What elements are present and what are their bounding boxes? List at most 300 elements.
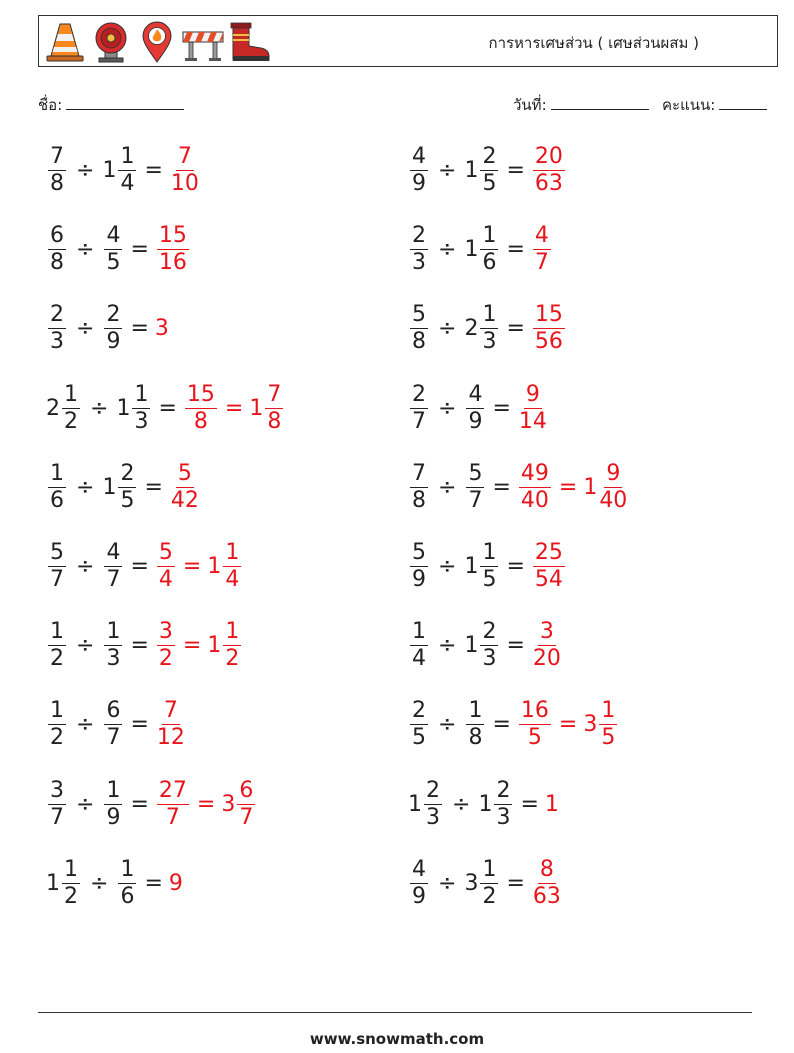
fraction (104, 542, 122, 591)
answer (545, 792, 559, 817)
problem-item (408, 856, 563, 909)
name-label: ชื่อ: (38, 96, 63, 114)
fraction (466, 381, 484, 434)
whole-number: 1 (544, 791, 559, 817)
fraction (480, 542, 498, 591)
fraction (410, 146, 428, 195)
fraction (410, 381, 428, 434)
answer (169, 460, 201, 513)
denominator: 9 (412, 567, 426, 592)
answer (517, 381, 549, 434)
fraction (410, 621, 428, 670)
numerator: 4 (412, 144, 426, 169)
fraction (466, 700, 484, 749)
divide-sign: ÷ (438, 554, 457, 579)
answer (531, 146, 567, 195)
numerator: 2 (482, 144, 497, 169)
score-label: คะแนน: (662, 96, 716, 114)
fraction (157, 542, 175, 591)
divide-sign: ÷ (76, 237, 95, 263)
fraction (104, 777, 122, 830)
answer (531, 621, 563, 670)
whole-number: 2 (46, 395, 60, 421)
answer-mixed-number (583, 460, 629, 513)
answer (531, 225, 553, 274)
denominator: 6 (50, 487, 64, 513)
numerator: 1 (106, 777, 121, 803)
whole-number: 1 (464, 237, 479, 263)
numerator: 8 (539, 856, 554, 882)
equals-sign: = (224, 395, 244, 421)
fraction (118, 856, 136, 909)
numerator: 2 (482, 619, 497, 645)
fraction (519, 460, 551, 513)
fraction (599, 460, 628, 513)
numerator: 2 (120, 460, 135, 486)
whole-number: 2 (464, 316, 479, 342)
problem-item (408, 700, 619, 749)
whole-number: 1 (207, 633, 222, 659)
numerator: 15 (158, 223, 187, 249)
fraction (480, 856, 498, 909)
denominator: 7 (50, 567, 64, 592)
equals-sign: = (492, 474, 511, 500)
divide-sign: ÷ (438, 237, 457, 263)
denominator: 3 (426, 804, 440, 830)
equals-sign: = (130, 712, 149, 738)
fraction (104, 225, 122, 274)
numerator: 6 (239, 777, 254, 803)
denominator: 40 (520, 487, 549, 513)
numerator: 2 (412, 381, 426, 407)
denominator: 8 (193, 408, 208, 434)
fraction (62, 381, 80, 434)
fraction (48, 146, 66, 195)
answer (155, 621, 177, 670)
fraction (533, 304, 565, 353)
equals-sign: = (158, 395, 177, 421)
denominator: 2 (50, 646, 64, 672)
equals-sign: = (506, 633, 525, 659)
denominator: 3 (412, 250, 426, 276)
numerator: 4 (468, 381, 483, 407)
answer (517, 460, 553, 513)
fraction (480, 146, 498, 195)
fraction (533, 621, 561, 670)
answer (517, 700, 553, 749)
divide-sign: ÷ (438, 158, 457, 183)
fraction (410, 542, 428, 591)
fraction (157, 225, 189, 274)
denominator: 8 (50, 250, 64, 276)
answer-mixed-number (221, 777, 257, 830)
fraction (237, 777, 255, 830)
answer-mixed-number (249, 381, 285, 434)
fraction (424, 777, 442, 830)
numerator: 49 (520, 460, 549, 486)
worksheet-header (38, 15, 778, 67)
answer-mixed-number (207, 621, 243, 670)
header-icons (43, 19, 271, 65)
denominator: 9 (412, 883, 426, 909)
divide-sign: ÷ (90, 395, 109, 421)
footer-divider (38, 1012, 752, 1013)
problem-item (46, 777, 257, 830)
equals-sign: = (506, 554, 525, 579)
denominator: 3 (496, 804, 511, 830)
fraction (48, 225, 66, 274)
numerator: 2 (412, 223, 426, 249)
denominator: 5 (601, 725, 616, 751)
fraction (519, 700, 551, 749)
denominator: 2 (64, 883, 78, 909)
numerator: 1 (64, 856, 78, 882)
numerator: 5 (50, 540, 64, 565)
numerator: 1 (601, 698, 616, 724)
fraction (157, 777, 189, 830)
fraction (533, 225, 551, 274)
whole-number: 3 (464, 870, 479, 896)
whole-number: 1 (464, 158, 479, 183)
fraction (48, 542, 66, 591)
denominator: 20 (532, 646, 561, 672)
fraction (223, 621, 241, 670)
numerator: 7 (267, 381, 282, 407)
answer (531, 542, 567, 591)
fraction (48, 700, 66, 749)
denominator: 2 (50, 725, 64, 751)
answer (169, 146, 201, 195)
problem-item (408, 146, 567, 195)
fraction (466, 460, 484, 513)
denominator: 14 (518, 408, 547, 434)
fraction (223, 542, 241, 591)
fraction (480, 225, 498, 274)
denominator: 5 (527, 725, 542, 751)
denominator: 5 (482, 171, 497, 196)
numerator: 2 (496, 777, 511, 803)
fraction (171, 146, 199, 195)
numerator: 1 (482, 302, 497, 328)
numerator: 4 (534, 223, 549, 249)
divide-sign: ÷ (76, 712, 95, 738)
numerator: 2 (412, 698, 426, 724)
numerator: 9 (525, 381, 540, 407)
fraction (532, 856, 561, 909)
denominator: 5 (120, 487, 135, 513)
equals-sign: = (558, 712, 578, 738)
numerator: 5 (158, 540, 173, 565)
denominator: 4 (412, 646, 426, 672)
equals-sign: = (492, 712, 511, 738)
denominator: 4 (158, 567, 173, 592)
date-label: วันที่: (513, 96, 547, 114)
answer (169, 871, 183, 896)
fraction (48, 777, 66, 830)
problem-item (46, 856, 183, 909)
divide-sign: ÷ (438, 712, 457, 738)
divide-sign: ÷ (76, 554, 95, 579)
whole-number: 1 (249, 395, 264, 421)
divide-sign: ÷ (76, 791, 95, 817)
denominator: 3 (482, 646, 497, 672)
fraction (518, 381, 547, 434)
equals-sign: = (492, 395, 511, 421)
problem-item (46, 700, 187, 749)
denominator: 8 (267, 408, 282, 434)
numerator: 7 (177, 144, 192, 169)
denominator: 2 (482, 883, 497, 909)
fraction (480, 621, 498, 670)
equals-sign: = (144, 870, 163, 896)
denominator: 4 (120, 171, 135, 196)
denominator: 3 (482, 329, 497, 355)
denominator: 63 (532, 883, 561, 909)
fire-alarm-bell-icon (89, 20, 133, 64)
problem-item (408, 777, 559, 830)
equals-sign: = (558, 474, 578, 500)
fraction (104, 700, 122, 749)
whole-number: 1 (102, 158, 117, 183)
denominator: 56 (534, 329, 563, 355)
denominator: 7 (412, 408, 426, 434)
denominator: 4 (225, 567, 240, 592)
denominator: 5 (412, 725, 426, 751)
numerator: 1 (482, 540, 497, 565)
numerator: 5 (412, 540, 426, 565)
problem-item (46, 542, 243, 591)
denominator: 8 (50, 171, 64, 196)
denominator: 7 (165, 804, 180, 830)
answer (155, 316, 169, 341)
fire-location-pin-icon (135, 20, 179, 64)
denominator: 6 (482, 250, 497, 276)
fraction (104, 304, 122, 353)
divide-sign: ÷ (452, 791, 471, 817)
date-field (513, 93, 649, 117)
equals-sign: = (506, 158, 525, 183)
numerator: 4 (106, 540, 121, 565)
numerator: 3 (158, 619, 173, 645)
problem-item (46, 381, 285, 434)
answer (155, 542, 177, 591)
fraction (132, 381, 150, 434)
numerator: 1 (50, 619, 64, 645)
numerator: 7 (412, 460, 426, 486)
equals-sign: = (182, 554, 202, 579)
equals-sign: = (130, 554, 149, 579)
numerator: 2 (426, 777, 440, 803)
divide-sign: ÷ (76, 474, 95, 500)
denominator: 16 (158, 250, 187, 276)
fraction (533, 542, 565, 591)
numerator: 2 (106, 302, 121, 328)
fraction (62, 856, 80, 909)
footer-website: www.snowmath.com (309, 1030, 485, 1048)
fraction (48, 621, 66, 670)
answer (155, 777, 191, 830)
denominator: 12 (156, 725, 185, 751)
numerator: 5 (177, 460, 192, 486)
fraction (410, 856, 428, 909)
denominator: 5 (482, 567, 497, 592)
equals-sign: = (182, 633, 202, 659)
denominator: 7 (106, 567, 121, 592)
answer-mixed-number (583, 700, 619, 749)
numerator: 2 (50, 302, 64, 328)
equals-sign: = (130, 791, 149, 817)
equals-sign: = (506, 870, 525, 896)
whole-number: 1 (408, 791, 422, 817)
numerator: 25 (534, 540, 563, 565)
problem-item (46, 621, 243, 670)
equals-sign: = (144, 158, 163, 183)
numerator: 6 (50, 223, 64, 249)
denominator: 7 (106, 725, 121, 751)
numerator: 1 (50, 698, 64, 724)
numerator: 1 (482, 223, 497, 249)
problem-item (408, 381, 549, 434)
equals-sign: = (506, 316, 525, 342)
whole-number: 1 (102, 474, 117, 500)
equals-sign: = (144, 474, 163, 500)
problem-item (46, 146, 201, 195)
denominator: 9 (106, 329, 121, 355)
divide-sign: ÷ (76, 633, 95, 659)
fraction (118, 460, 136, 513)
denominator: 7 (534, 250, 549, 276)
worksheet-title: การหารเศษส่วน ( เศษส่วนผสม ) (488, 34, 699, 52)
numerator: 1 (412, 619, 426, 645)
divide-sign: ÷ (90, 870, 109, 896)
problem-item (46, 225, 191, 274)
fraction (118, 146, 136, 195)
date-blank[interactable] (551, 95, 649, 110)
whole-number: 9 (168, 870, 183, 896)
denominator: 2 (158, 646, 173, 672)
numerator: 9 (606, 460, 621, 486)
fraction (185, 381, 217, 434)
denominator: 8 (412, 487, 426, 513)
equals-sign: = (130, 633, 149, 659)
divide-sign: ÷ (438, 395, 457, 421)
numerator: 5 (468, 460, 483, 486)
whole-number: 1 (207, 554, 222, 579)
problem-item (408, 542, 567, 591)
whole-number: 3 (221, 791, 236, 817)
whole-number: 3 (154, 316, 169, 342)
fraction (533, 146, 565, 195)
name-field (38, 93, 184, 117)
divide-sign: ÷ (76, 316, 95, 342)
denominator: 2 (225, 646, 240, 672)
fraction (410, 460, 428, 513)
fraction (599, 700, 617, 749)
denominator: 2 (64, 408, 78, 434)
numerator: 5 (412, 302, 426, 328)
fraction (410, 700, 428, 749)
name-blank[interactable] (66, 95, 184, 110)
denominator: 3 (50, 329, 64, 355)
answer (183, 381, 219, 434)
numerator: 1 (120, 856, 135, 882)
problem-item (46, 460, 201, 513)
numerator: 4 (412, 856, 426, 882)
numerator: 15 (186, 381, 215, 407)
divide-sign: ÷ (438, 474, 457, 500)
denominator: 5 (106, 250, 121, 276)
answer (531, 856, 563, 909)
numerator: 3 (539, 619, 554, 645)
denominator: 42 (170, 487, 199, 513)
answer (155, 700, 187, 749)
equals-sign: = (130, 316, 149, 342)
answer (531, 304, 567, 353)
fraction (157, 621, 175, 670)
problem-item (408, 460, 629, 513)
numerator: 7 (50, 144, 64, 169)
numerator: 7 (163, 698, 178, 724)
answer (155, 225, 191, 274)
divide-sign: ÷ (76, 158, 95, 183)
numerator: 1 (50, 460, 64, 486)
numerator: 1 (106, 619, 121, 645)
denominator: 9 (412, 171, 426, 196)
denominator: 9 (106, 804, 121, 830)
numerator: 1 (225, 540, 240, 565)
denominator: 7 (239, 804, 254, 830)
problem-item (408, 621, 563, 670)
denominator: 8 (468, 725, 483, 751)
denominator: 10 (170, 171, 199, 196)
score-blank[interactable] (719, 95, 767, 110)
numerator: 1 (134, 381, 149, 407)
numerator: 27 (158, 777, 187, 803)
denominator: 7 (50, 804, 64, 830)
fraction (265, 381, 283, 434)
denominator: 40 (599, 487, 628, 513)
numerator: 16 (520, 698, 549, 724)
road-barrier-icon (181, 20, 225, 64)
fraction (48, 460, 66, 513)
denominator: 6 (120, 883, 135, 909)
equals-sign: = (130, 237, 149, 263)
equals-sign: = (520, 791, 539, 817)
whole-number: 3 (583, 712, 598, 738)
numerator: 1 (64, 381, 78, 407)
fraction (157, 700, 185, 749)
numerator: 1 (482, 856, 497, 882)
fraction (104, 621, 122, 670)
denominator: 7 (468, 487, 483, 513)
equals-sign: = (506, 237, 525, 263)
numerator: 4 (106, 223, 121, 249)
divide-sign: ÷ (438, 870, 457, 896)
problem-item (46, 304, 169, 353)
whole-number: 1 (478, 791, 493, 817)
fraction (410, 225, 428, 274)
whole-number: 1 (116, 395, 131, 421)
whole-number: 1 (583, 474, 598, 500)
traffic-cone-icon (43, 20, 87, 64)
denominator: 54 (534, 567, 563, 592)
denominator: 3 (106, 646, 121, 672)
numerator: 1 (225, 619, 240, 645)
denominator: 9 (468, 408, 483, 434)
problem-item (408, 225, 553, 274)
numerator: 3 (50, 777, 64, 803)
score-field (662, 93, 767, 117)
